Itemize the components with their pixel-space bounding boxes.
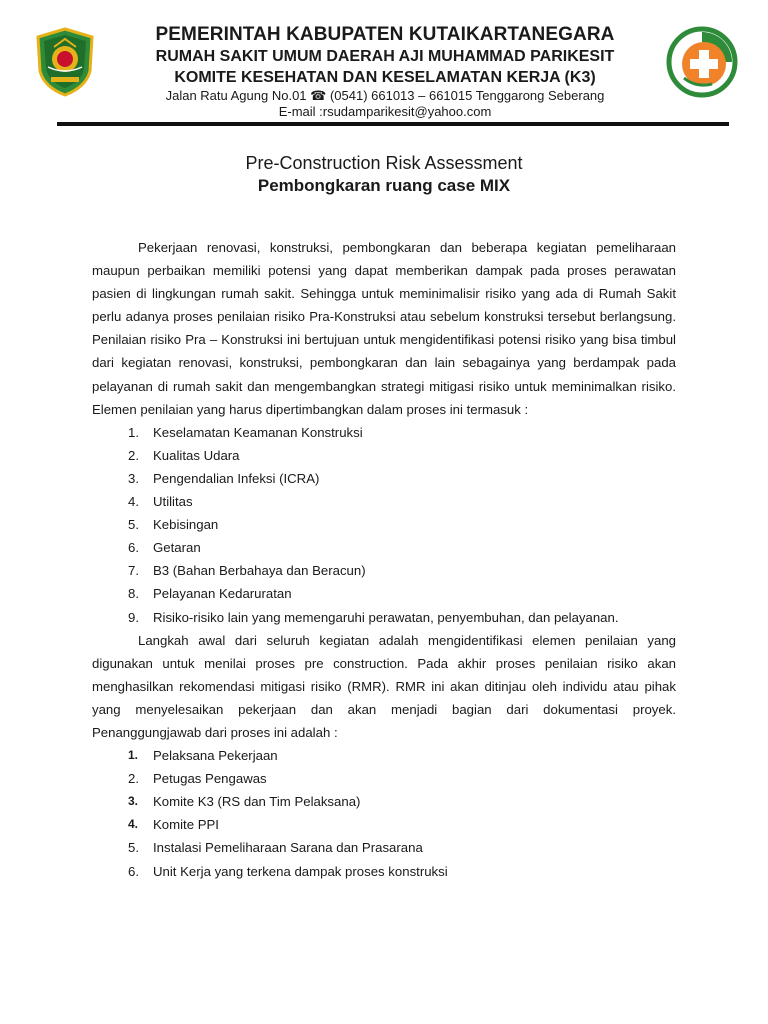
assessment-elements-list [92,421,676,629]
list-item: 6. Getaran [128,540,201,556]
list-item: 3. Pengendalian Infeksi (ICRA) [128,470,320,486]
list-item: 1. Pelaksana Pekerjaan [128,748,278,764]
letterhead [110,24,660,120]
document-body [92,236,676,883]
intro-paragraph: Pekerjaan renovasi, konstruksi, pembongkaran dan beberapa kegiatan pemeliharaan maupun perbaikan memiliki potensi yang dapat memberikan dampak pada proses perawatan pasien di lingkungan rumah sakit. Sehingga untuk meminimalisir risiko yang ada di Rumah Sakit perlu adanya proses penilaian risiko Pra-Konstruksi atau sebelum konstruksi tersebut berlangsung. Penilaian risiko Pra – Konstruksi ini bertujuan untuk mengidentifikasi potensi risiko yang bisa timbul dari kegiatan renovasi, konstruksi, pembongkaran dan lain sebagainya yang berdampak pada pelayanan di rumah sakit dan mengembangkan strategi mitigasi risiko untuk meminimalkan risiko. Elemen penilaian yang harus dipertimbangkan dalam proses ini termasuk : [92,240,676,417]
responsibles-list [92,744,676,883]
letterhead-divider [57,122,729,126]
document-subtitle: Pembongkaran ruang case MIX [257,176,511,195]
list-item: 3. Komite K3 (RS dan Tim Pelaksana) [128,794,361,810]
list-item: 1. Keselamatan Keamanan Konstruksi [128,424,363,440]
letterhead-government: PEMERINTAH KABUPATEN KUTAIKARTANEGARA [155,24,615,45]
letterhead-committee: KOMITE KESEHATAN DAN KESELAMATAN KERJA (K3) [174,69,596,86]
list-item: 8. Pelayanan Kedaruratan [128,586,292,602]
kutai-kartanegara-coat-of-arms-icon [34,27,96,97]
letterhead-hospital: RUMAH SAKIT UMUM DAERAH AJI MUHAMMAD PARIKESIT [155,48,615,65]
list-item: 4. Komite PPI [128,817,219,833]
list-item: 2. Kualitas Udara [128,447,240,463]
list-item: 9. Risiko-risiko lain yang memengaruhi perawatan, penyembuhan, dan pelayanan. [128,609,619,625]
letterhead-email: E-mail :rsudamparikesit@yahoo.com [278,104,492,119]
list-item: 5. Instalasi Pemeliharaan Sarana dan Prasarana [128,840,423,856]
document-title: Pre-Construction Risk Assessment [245,153,523,173]
second-paragraph: Langkah awal dari seluruh kegiatan adalah mengidentifikasi elemen penilaian yang digunakan untuk menilai proses pre construction. Pada akhir proses penilaian risiko akan menghasilkan rekomendasi mitigasi risiko (RMR). RMR ini akan ditinjau oleh individu atau pihak yang menyelesaikan pekerjaan dan akan menjadi bagian dari dokumentasi proyek. Penanggungjawab dari proses ini adalah : [92,632,676,740]
list-item: 4. Utilitas [128,494,193,510]
list-item: 2. Petugas Pengawas [128,771,267,787]
list-item: 5. Kebisingan [128,517,219,533]
letterhead-address: Jalan Ratu Agung No.01 ☎ (0541) 661013 – 661015 Tenggarong Seberang [165,88,605,103]
list-item: 7. B3 (Bahan Berbahaya dan Beracun) [128,563,366,579]
hospital-cross-logo-icon [666,26,738,98]
list-item: 6. Unit Kerja yang terkena dampak proses konstruksi [128,863,448,879]
